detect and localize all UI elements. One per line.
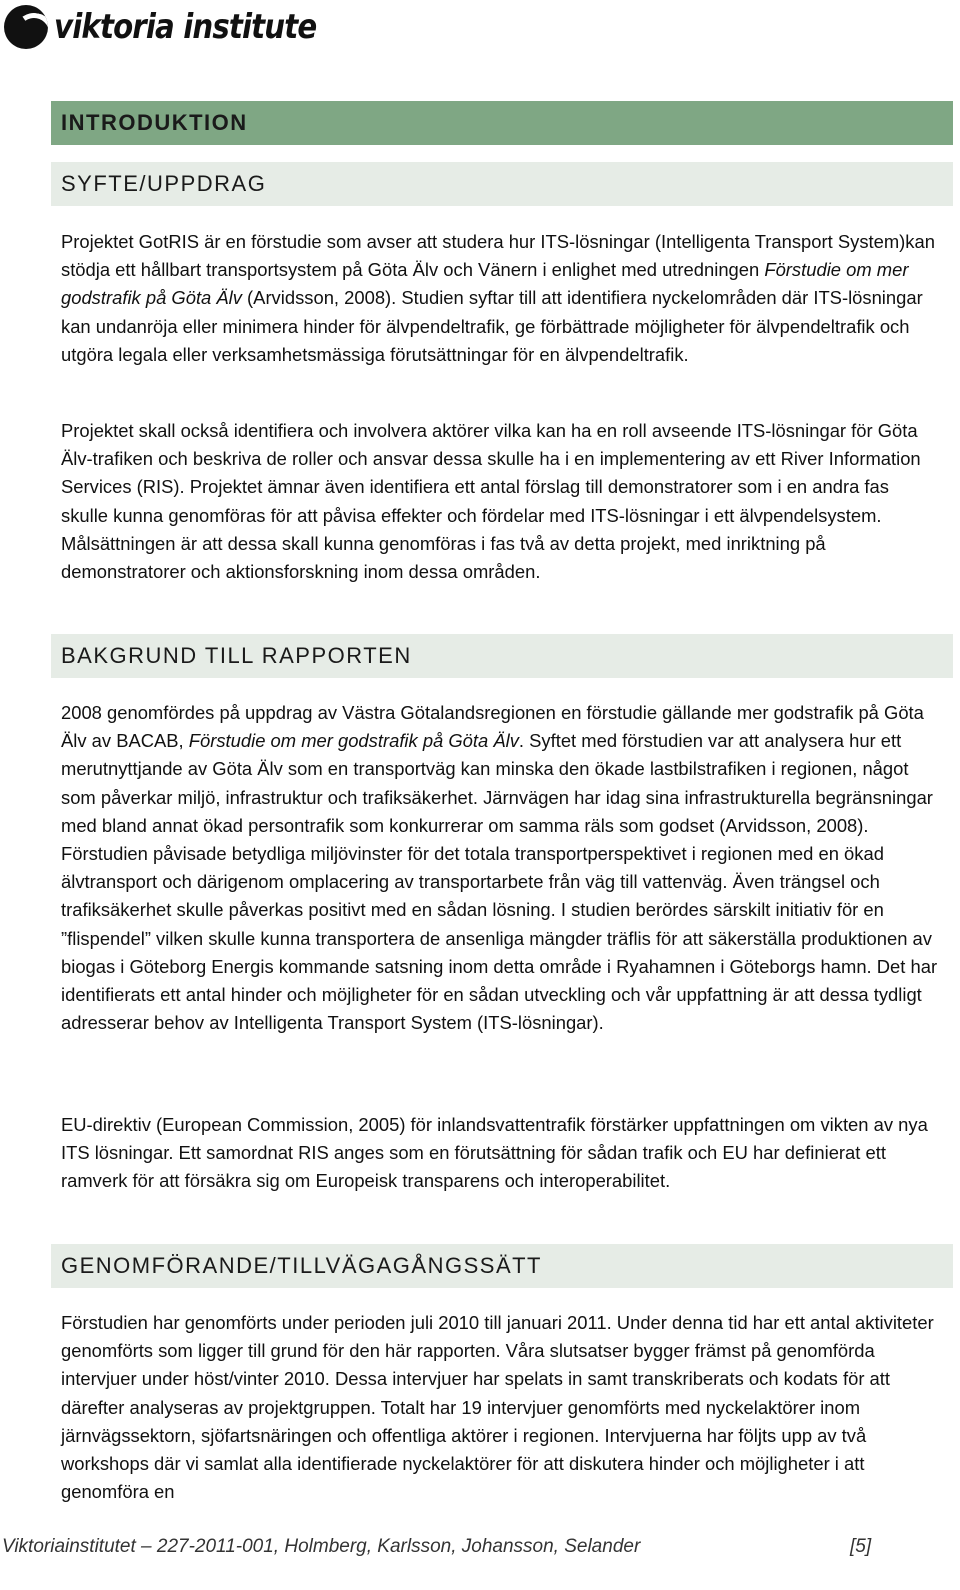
paragraph-bakgrund-1 xyxy=(61,699,941,1037)
paragraph-syfte-2: Projektet skall också identifiera och involvera aktörer vilka kan ha en roll avseende ITS-lösningar för Göta Älv-trafiken och beskriva de roller och ansvar dessa skulle ha i en implementering av ett River Information Services (RIS). Projektet ämnar även identifiera ett antal förslag till demonstratorer som i en andra fas skulle kunna genomföras för att påvisa effekter och fördelar med ITS-lösningar i ett älvpendelsystem. Målsättningen är att dessa skall kunna genomföras i fas två av detta projekt, med inriktning på demonstratorer och aktionsforskning inom dessa områden. xyxy=(61,420,921,583)
footer-citation: Viktoriainstitutet – 227-2011-001, Holmberg, Karlsson, Johansson, Selander xyxy=(2,1536,641,1557)
paragraph-italic-title: Förstudie om mer godstrafik på Göta Älv xyxy=(188,730,519,752)
paragraph-bakgrund-2: EU-direktiv (European Commission, 2005) för inlandsvattentrafik förstärker uppfattningen om vikten av nya ITS lösningar. Ett samordnat RIS anges som en förutsättning för sådan trafik och EU har definierat ett ramverk för att försäkra sig om Europeisk transparens och interoperabilitet. xyxy=(61,1114,928,1192)
section-heading-text: SYFTE/UPPDRAG xyxy=(61,171,267,196)
paragraph-syfte-1 xyxy=(61,228,941,369)
viktoria-logo xyxy=(4,2,359,52)
paragraph-text: (Arvidsson, 2008). Studien syftar till att identifiera nyckelområden där ITS-lösningar kan undanröja eller minimera hinder för älvpendeltrafik, ge förbättrade möjligheter för älvpendeltrafik och utgöra legala eller verksamhetsmässiga förutsättningar för en älvpendeltrafik. xyxy=(61,287,923,365)
logo-text: viktoria institute xyxy=(54,7,317,47)
page-number: [5] xyxy=(850,1536,872,1557)
section-heading-introduktion xyxy=(51,101,953,145)
paragraph-italic-title: Förstudie om mer godstrafik på Göta Älv xyxy=(61,259,909,309)
paragraph-genomforande-1: Förstudien har genomförts under perioden juli 2010 till januari 2011. Under denna tid har ett antal aktiviteter genomförts som ligger till grund för den här rapporten. Våra slutsatser bygger främst på genomförda intervjuer under höst/vinter 2010. Dessa intervjuer har spelats in samt transkriberats och kodats för att därefter analyseras av projektgruppen. Totalt har 19 intervjuer genomförts med nyckelaktörer inom järnvägssektorn, sjöfartsnäringen och offentliga aktörer i regionen. Intervjuerna har följts upp av två workshops där vi samlat alla identifierade nyckelaktörer för att diskutera hinder och möjligheter i att genomföra en xyxy=(61,1312,934,1503)
paragraph-text: . Syftet med förstudien var att analysera hur ett merutnyttjande av Göta Älv som en transportväg kan minska den ökade lastbilstrafiken i regionen, något som påverkar miljö, infrastruktur och trafiksäkerhet. Järnvägen har idag sina infrastrukturella begränsningar med bland annat ökad persontrafik som konkurrerar om samma räls som godset (Arvidsson, 2008). Förstudien påvisade betydliga miljövinster för det totala transportperspektivet i regionen med en ökad älvtransport och därigenom omplacering av transportarbete från väg till vattenväg. Även trängsel och trafiksäkerhet skulle påverkas positivt med en sådan lösning. I studien berördes särskilt initiativ för en ”flispendel” vilken skulle kunna transportera de ansenliga mängder träflis för att säkerställa produktionen av biogas i Göteborg Energis kommande satsning inom detta område i Ryahamnen i Göteborgs hamn. Det har identifierats ett antal hinder och möjligheter för en sådan utveckling och vår uppfattning är att dessa tydligt adresserar behov av Intelligenta Transport System (ITS-lösningar). xyxy=(61,730,938,1034)
paragraph-text: 2008 genomfördes på uppdrag av Västra Götalandsregionen en förstudie gällande mer godstrafik på Göta Älv av BACAB, xyxy=(61,702,924,752)
viktoria-logo-icon xyxy=(4,5,48,49)
page-footer xyxy=(0,1536,960,1566)
section-heading-text: GENOMFÖRANDE/TILLVÄGAGÅNGSSÄTT xyxy=(61,1253,542,1278)
paragraph-text: Projektet GotRIS är en förstudie som avser att studera hur ITS-lösningar (Intelligenta Transport System)kan stödja ett hållbart transportsystem på Göta Älv och Vänern i enlighet med utredningen xyxy=(61,231,935,281)
section-heading-text: INTRODUKTION xyxy=(61,110,248,135)
section-heading-syfte xyxy=(51,162,953,206)
section-heading-bakgrund xyxy=(51,634,953,678)
section-heading-genomforande xyxy=(51,1244,953,1288)
section-heading-text: BAKGRUND TILL RAPPORTEN xyxy=(61,643,412,668)
